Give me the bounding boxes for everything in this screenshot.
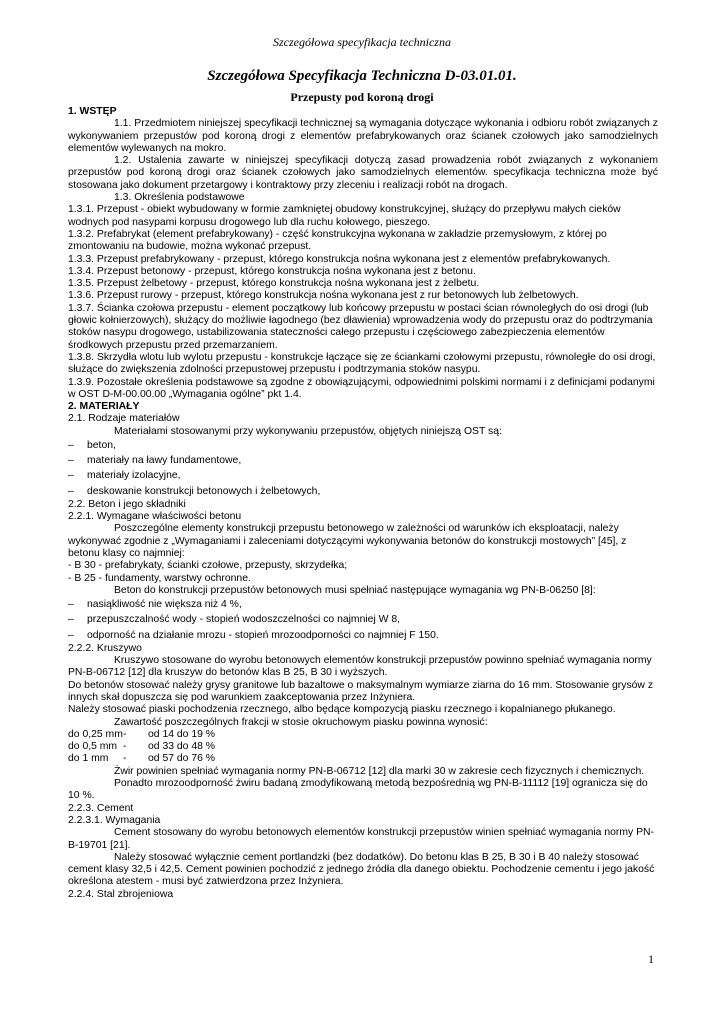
section-heading-materials: 2. MATERIAŁY <box>68 401 140 413</box>
list-item: – przepuszczalność wody - stopień wodoszczelności co najmniej W 8, <box>68 612 658 627</box>
paragraph: Należy stosować wyłącznie cement portlandzki (bez dodatków). Do betonu klas B 25, B 30 i B 40 należy stosować cement klasy 32,5 i 42,5. Cement powinien pochodzić z jednego źródła dla danego obiektu. Pochodzenie cementu i jego jakość określona atestem - musi być zatwierdzona przez Inżyniera. <box>68 851 655 888</box>
running-header: Szczegółowa specyfikacja techniczna <box>273 35 451 49</box>
list-item: – nasiąkliwość nie większa niż 4 %, <box>68 597 658 612</box>
subsection-heading: 2.2.3. Cement <box>68 802 134 814</box>
paragraph: Należy stosować piaski pochodzenia rzecznego, albo będące kompozycją piasku rzecznego i kopalnianego płukanego. <box>68 704 616 716</box>
dash-bullet: – <box>68 455 74 467</box>
subsection-heading: 2.2. Beton i jego składniki <box>68 498 186 510</box>
paragraph: Beton do konstrukcji przepustów betonowych musi spełniać następujące wymagania wg PN-B-06250 [8]: <box>114 584 596 596</box>
section-heading-intro: 1. WSTĘP <box>68 106 117 117</box>
definition: 1.3.4. Przepust betonowy - przepust, którego konstrukcja nośna wykonana jest z betonu. <box>68 265 476 277</box>
subsection-heading: 2.2.4. Stal zbrojeniowa <box>68 888 174 900</box>
definition: 1.3.6. Przepust rurowy - przepust, którego konstrukcja nośna wykonana jest z rur betonowych lub żelbetowych. <box>68 290 579 302</box>
document-title: Szczegółowa Specyfikacja Techniczna D-03.01.01. <box>207 68 517 84</box>
paragraph: Materiałami stosowanymi przy wykonywaniu przepustów, objętych niniejszą OST są: <box>114 425 502 437</box>
list-item: – materiały izolacyjne, <box>68 468 658 483</box>
paragraph: Poszczególne elementy konstrukcji przepustu betonowego w zależności od warunków ich eksploatacji, należy wykonywać zgodnie z „Wymaganiami i zaleceniami dotyczącymi wykonywania betonów do konstrukcji mostowych” [45], z betonu klasy co najmniej: <box>68 523 627 560</box>
dash-bullet: – <box>68 629 74 641</box>
fraction-row: do 0,25 mm- od 14 do 19 % <box>68 728 216 740</box>
definition: 1.3.2. Prefabrykat (element prefabrykowany) - część konstrukcyjna wykonana w zakładzie przemysłowym, z której po zmontowaniu na budowie, można wykonać przepust. <box>68 228 607 253</box>
paragraph: Zawartość poszczególnych frakcji w stosie okruchowym piasku powinna wynosić: <box>114 716 488 728</box>
concrete-class-line: - B 25 - fundamenty, warstwy ochronne. <box>68 572 251 584</box>
dash-bullet: – <box>68 470 74 482</box>
dash-bullet: – <box>68 485 74 497</box>
paragraph: Kruszywo stosowane do wyrobu betonowych elementów konstrukcji przepustów powinno spełniać wymagania normy PN-B-06712 [12] dla kruszyw do betonów klas B 25, B 30 i wyższych. <box>68 655 652 679</box>
document-body <box>68 106 658 901</box>
fraction-row: do 1 mm - od 57 do 76 % <box>68 753 216 765</box>
concrete-class-line: - B 30 - prefabrykaty, ścianki czołowe, przepusty, skrzydełka; <box>68 560 348 572</box>
paragraph: 1.2. Ustalenia zawarte w niniejszej specyfikacji dotyczą zasad prowadzenia robót związanych z wykonaniem przepustów pod koroną drogi oraz ścianek czołowych jako samodzielnych elementów. specyfikacja techniczna może być stosowana jako dokument przetargowy i kontraktowy przy zleceniu i realizacji robót na drogach. <box>68 155 658 191</box>
definition: 1.3.7. Ścianka czołowa przepustu - element początkowy lub końcowy przepustu w postaci ścian równoległych do osi drogi (lub głowic kołnierzowych), służący do możliwie łagodnego (bez dławienia) wprowadzenia wody do przepustu oraz do podtrzymania stoków nasypu drogowego, ustabilizowania stateczności całego przepustu i częściowego zabezpieczenia elementów środkowych przepustu przed przemarzaniem. <box>68 302 653 351</box>
fraction-row: do 0,5 mm - od 33 do 48 % <box>68 741 216 753</box>
dash-bullet: – <box>68 599 74 611</box>
paragraph: Cement stosowany do wyrobu betonowych elementów konstrukcji przepustów winien spełniać wymagania normy PN-B-19701 [21]. <box>68 827 654 851</box>
list-item: – deskowanie konstrukcji betonowych i żelbetowych, <box>68 484 658 499</box>
subsection-heading: 1.3. Określenia podstawowe <box>114 192 245 204</box>
paragraph: Żwir powinien spełniać wymagania normy PN-B-06712 [12] dla marki 30 w zakresie cech fizycznych i chemicznych. <box>114 765 645 777</box>
subsection-heading: 2.2.3.1. Wymagania <box>68 814 161 826</box>
paragraph: Ponadto mrozoodporność żwiru badaną zmodyfikowaną metodą bezpośrednią wg PN-B-11112 [19] ogranicza się do 10 %. <box>68 778 648 802</box>
list-item: – beton, <box>68 438 658 453</box>
definition: 1.3.9. Pozostałe określenia podstawowe są zgodne z obowiązującymi, odpowiednimi polskimi normami i z definicjami podanymi w OST D-M-00.00.00 „Wymagania ogólne” pkt 1.4. <box>68 376 655 400</box>
page-number: 1 <box>648 952 654 966</box>
subsection-heading: 2.2.1. Wymagane właściwości betonu <box>68 511 242 523</box>
list-item: – odporność na działanie mrozu - stopień mrozoodporności co najmniej F 150. <box>68 628 658 643</box>
dash-bullet: – <box>68 614 74 626</box>
paragraph: 1.1. Przedmiotem niniejszej specyfikacji technicznej są wymagania dotyczące wykonania i odbioru robót związanych z wykonywaniem przepustów pod koroną drogi z elementów prefabrykowanych oraz ścianek czołowych jako samodzielnych elementów wylewanych na mokro. <box>68 118 658 154</box>
subsection-heading: 2.1. Rodzaje materiałów <box>68 413 180 425</box>
subsection-heading: 2.2.2. Kruszywo <box>68 642 142 654</box>
list-item: – materiały na ławy fundamentowe, <box>68 453 658 468</box>
dash-bullet: – <box>68 440 74 452</box>
definition: 1.3.1. Przepust - obiekt wybudowany w formie zamkniętej obudowy konstrukcyjnej, służący do przepływu małych cieków wodnych pod nasypami korpusu drogowego lub dla ruchu kołowego, pieszego. <box>68 204 621 228</box>
definition: 1.3.3. Przepust prefabrykowany - przepust, którego konstrukcja nośna wykonana jest z elementów prefabrykowanych. <box>68 253 611 265</box>
paragraph: Do betonów stosować należy grysy granitowe lub bazaltowe o maksymalnym wymiarze ziarna do 16 mm. Stosowanie grysów z innych skał dopuszcza się pod warunkiem zaakceptowania przez Inżyniera. <box>68 679 654 703</box>
document-subtitle: Przepusty pod koroną drogi <box>290 90 434 104</box>
definition: 1.3.8. Skrzydła wlotu lub wylotu przepustu - konstrukcje łączące się ze ściankami czołowymi przepustu, równoległe do osi drogi, służące do zwiększenia zdolności przepustowej przepustu i podtrzymania stoków nasypu. <box>68 351 656 376</box>
definition: 1.3.5. Przepust żelbetowy - przepust, którego konstrukcja nośna wykonana jest z żelbetu. <box>68 278 480 290</box>
